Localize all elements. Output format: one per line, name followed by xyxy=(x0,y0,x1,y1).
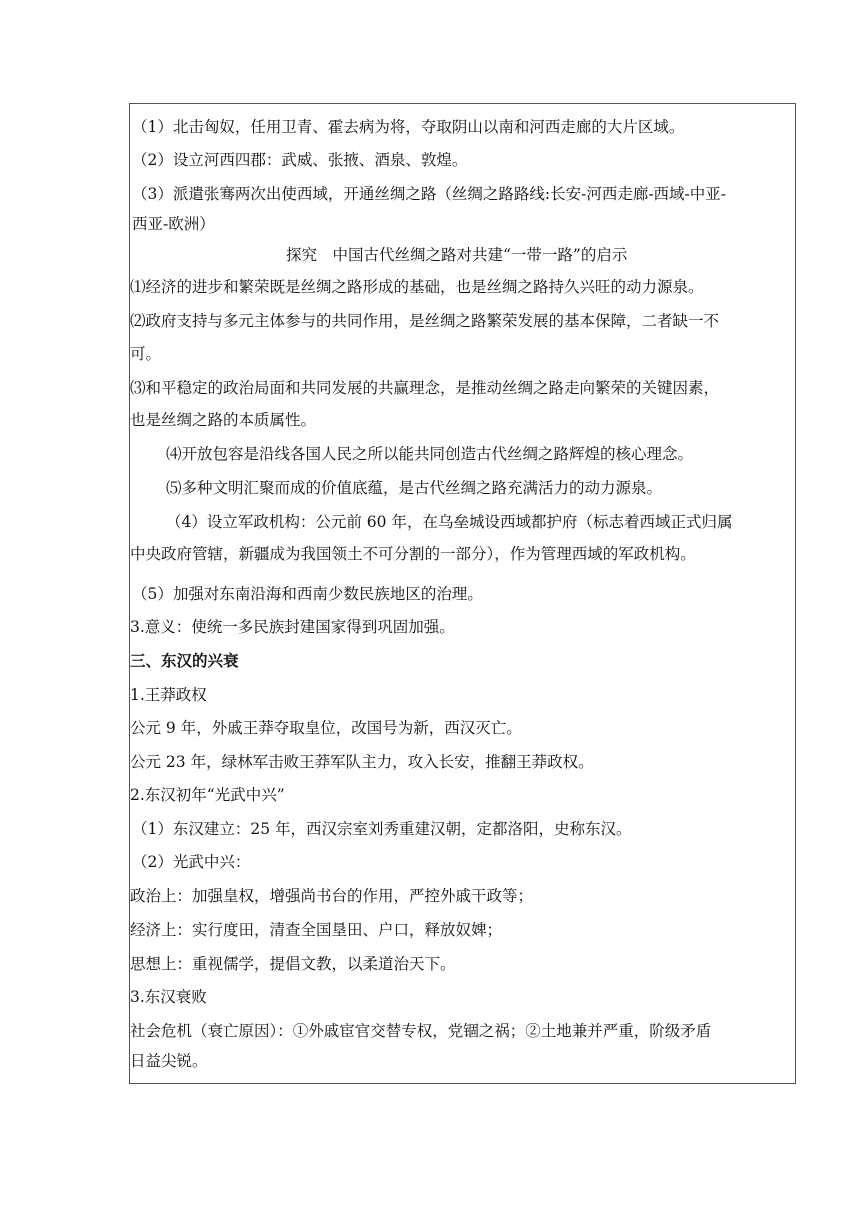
text-line: ⑸多种文明汇聚而成的价值底蕴，是古代丝绸之路充满活力的动力源泉。 xyxy=(166,479,663,497)
text-line: 思想上：重视儒学，提倡文教，以柔道治天下。 xyxy=(130,955,456,973)
text-line: ⑴经济的进步和繁荣既是丝绸之路形成的基础，也是丝绸之路持久兴旺的动力源泉。 xyxy=(130,278,704,296)
text-line: 公元 9 年，外戚王莽夺取皇位，改国号为新，西汉灭亡。 xyxy=(130,719,522,737)
section-heading: 探究 中国古代丝绸之路对共建“一带一路”的启示 xyxy=(286,246,628,264)
text-line: 3.意义：使统一多民族封建国家得到巩固加强。 xyxy=(130,618,455,636)
text-line: ⑷开放包容是沿线各国人民之所以能共同创造古代丝绸之路辉煌的核心理念。 xyxy=(166,445,694,463)
text-line: （1）北击匈奴，任用卫青、霍去病为将，夺取阴山以南和河西走廊的大片区域。 xyxy=(132,118,685,136)
text-line: （1）东汉建立：25 年，西汉宗室刘秀重建汉朝，定都洛阳，史称东汉。 xyxy=(132,820,632,838)
text-line: 政治上：加强皇权，增强尚书台的作用，严控外戚干政等； xyxy=(130,887,534,905)
text-line: ⑶和平稳定的政治局面和共同发展的共赢理念，是推动丝绸之路走向繁荣的关键因素， xyxy=(130,379,720,397)
text-line: 也是丝绸之路的本质属性。 xyxy=(130,411,317,429)
section-title: 三、东汉的兴衰 xyxy=(130,651,239,670)
text-line: 可。 xyxy=(130,345,162,363)
text-line: 中央政府管辖，新疆成为我国领土不可分割的一部分），作为管理西域的军政机构。 xyxy=(130,545,696,563)
text-line: （4）设立军政机构：公元前 60 年，在乌垒城设西域都护府（标志着西域正式归属 xyxy=(166,513,733,531)
text-line: ⑵政府支持与多元主体参与的共同作用，是丝绸之路繁荣发展的基本保障，二者缺一不 xyxy=(130,312,720,330)
text-line: 西亚-欧洲） xyxy=(132,215,215,233)
text-line: 公元 23 年，绿林军击败王莽军队主力，攻入长安，推翻王莽政权。 xyxy=(130,753,594,771)
text-line: （3）派遣张骞两次出使西域，开通丝绸之路（丝绸之路路线:长安-河西走廊-西域-中亚- xyxy=(132,185,727,203)
text-line: （5）加强对东南沿海和西南少数民族地区的治理。 xyxy=(132,585,483,603)
text-line: 1.王莽政权 xyxy=(130,686,207,704)
text-line: 3.东汉衰败 xyxy=(130,988,207,1006)
text-line: 日益尖锐。 xyxy=(130,1052,208,1070)
text-line: 2.东汉初年“光武中兴” xyxy=(130,786,285,804)
text-line: 社会危机（衰亡原因）：①外戚宦官交替专权，党锢之祸；②土地兼并严重，阶级矛盾 xyxy=(130,1022,712,1040)
text-line: 经济上：实行度田，清查全国垦田、户口，释放奴婢； xyxy=(130,921,503,939)
text-line: （2）设立河西四郡：武威、张掖、酒泉、敦煌。 xyxy=(132,151,468,169)
content-table-cell xyxy=(129,103,796,1084)
text-line: （2）光武中兴： xyxy=(132,853,251,871)
